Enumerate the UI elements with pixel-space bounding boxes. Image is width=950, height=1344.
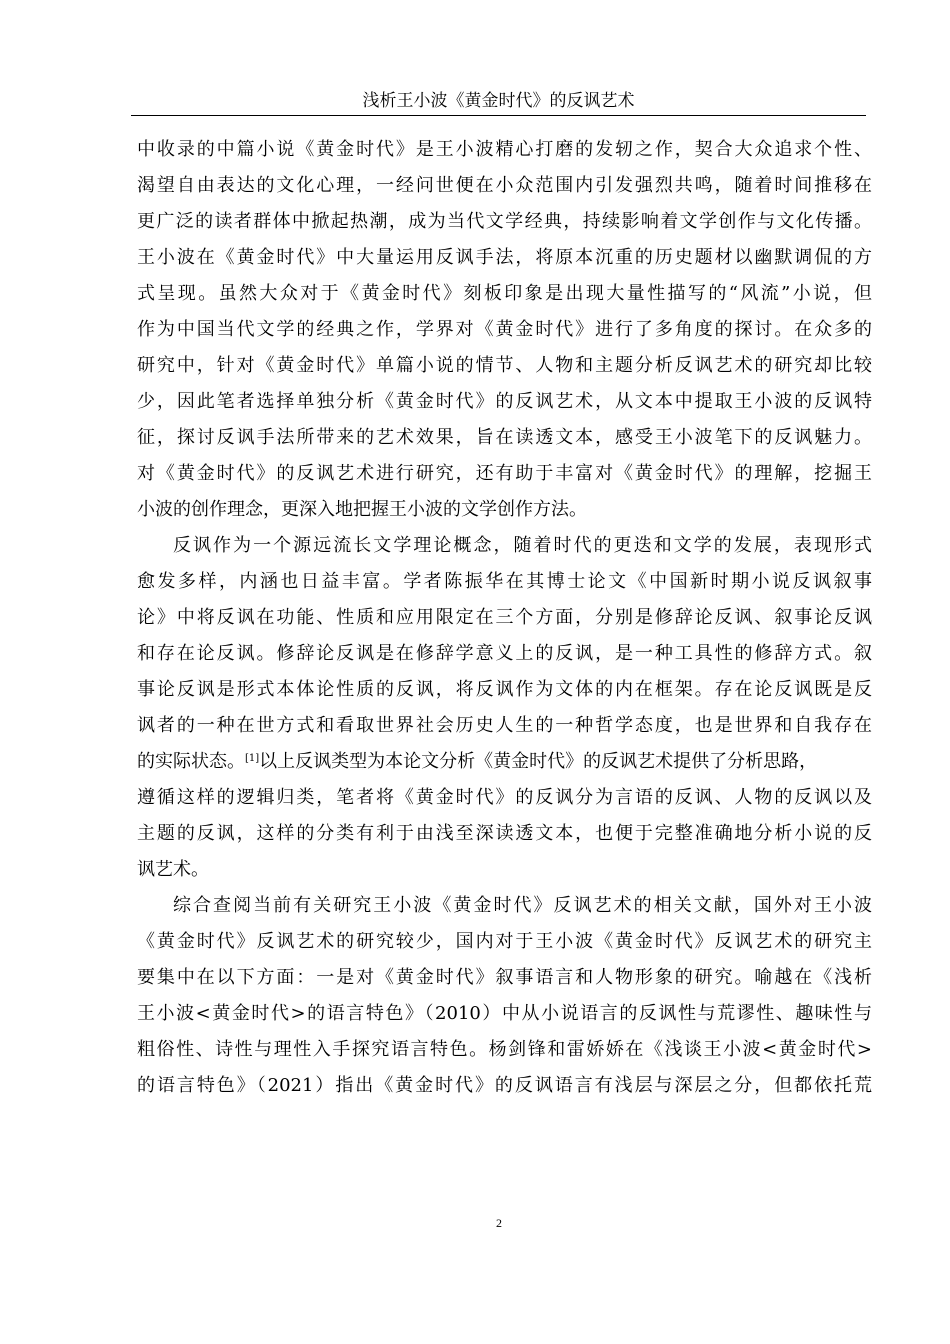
text-line: 对《黄金时代》的反讽艺术进行研究，还有助于丰富对《黄金时代》的理解，挖掘王	[137, 463, 872, 484]
text-line: 王小波在《黄金时代》中大量运用反讽手法，将原本沉重的历史题材以幽默调侃的方	[137, 247, 872, 268]
text-line-with-citation	[137, 744, 872, 780]
text-line: 反讽作为一个源远流长文学理论概念，随着时代的更迭和文学的发展，表现形式	[173, 535, 872, 556]
text-line: 王小波<黄金时代>的语言特色》（2010）中从小说语言的反讽性与荒谬性、趣味性与	[137, 1003, 872, 1024]
paragraph	[137, 528, 872, 888]
text-line: 事论反讽是形式本体论性质的反讽，将反讽作为文体的内在框架。存在论反讽既是反	[137, 679, 872, 700]
text-line: 要集中在以下方面：一是对《黄金时代》叙事语言和人物形象的研究。喻越在《浅析	[137, 967, 872, 988]
text-line: 的语言特色》（2021）指出《黄金时代》的反讽语言有浅层与深层之分，但都依托荒	[137, 1075, 872, 1096]
text-line: 小波的创作理念，更深入地把握王小波的文学创作方法。	[137, 499, 587, 520]
text-line: 渴望自由表达的文化心理，一经问世便在小众范围内引发强烈共鸣，随着时间推移在	[137, 175, 872, 196]
text-line: 遵循这样的逻辑归类，笔者将《黄金时代》的反讽分为言语的反讽、人物的反讽以及	[137, 787, 872, 808]
citation-line-text: 以上反讽类型为本论文分析《黄金时代》的反讽艺术提供了分析思路，	[259, 751, 818, 772]
text-line: 征，探讨反讽手法所带来的艺术效果，旨在读透文本，感受王小波笔下的反讽魅力。	[137, 427, 872, 448]
running-header: 浅析王小波《黄金时代》的反讽艺术	[362, 91, 635, 111]
text-line: 愈发多样，内涵也日益丰富。学者陈振华在其博士论文《中国新时期小说反讽叙事	[137, 571, 872, 592]
text-line: 更广泛的读者群体中掀起热潮，成为当代文学经典，持续影响着文学创作与文化传播。	[137, 211, 872, 232]
text-line: 中收录的中篇小说《黄金时代》是王小波精心打磨的发轫之作，契合大众追求个性、	[137, 139, 872, 160]
text-line: 和存在论反讽。修辞论反讽是在修辞学意义上的反讽，是一种工具性的修辞方式。叙	[137, 643, 872, 664]
text-line: 主题的反讽，这样的分类有利于由浅至深读透文本，也便于完整准确地分析小说的反	[137, 823, 872, 844]
text-line: 综合查阅当前有关研究王小波《黄金时代》反讽艺术的相关文献，国外对王小波	[173, 895, 872, 916]
paragraph	[137, 888, 872, 1104]
text-line: 讽者的一种在世方式和看取世界社会历史人生的一种哲学态度，也是世界和自我存在	[137, 715, 872, 736]
text-line: 粗俗性、诗性与理性入手探究语言特色。杨剑锋和雷娇娇在《浅谈王小波<黄金时代>	[137, 1039, 872, 1060]
text-line: 讽艺术。	[137, 859, 209, 880]
paragraph	[137, 132, 872, 528]
page-number: 2	[496, 1216, 502, 1230]
text-line: 作为中国当代文学的经典之作，学界对《黄金时代》进行了多角度的探讨。在众多的	[137, 319, 872, 340]
text-line: 研究中，针对《黄金时代》单篇小说的情节、人物和主题分析反讽艺术的研究却比较	[137, 355, 872, 376]
text-line: 少，因此笔者选择单独分析《黄金时代》的反讽艺术，从文本中提取王小波的反讽特	[137, 391, 872, 412]
text-line: 论》中将反讽在功能、性质和应用限定在三个方面，分别是修辞论反讽、叙事论反讽	[137, 607, 872, 628]
citation-reference[interactable]: [1]	[245, 753, 260, 764]
text-line: 《黄金时代》反讽艺术的研究较少，国内对于王小波《黄金时代》反讽艺术的研究主	[137, 931, 872, 952]
text-line: 式呈现。虽然大众对于《黄金时代》刻板印象是出现大量性描写的“风流”小说，但	[137, 283, 872, 304]
header-divider	[131, 115, 866, 116]
citation-line-text: 的实际状态。	[137, 751, 245, 772]
body-text	[137, 132, 872, 1104]
